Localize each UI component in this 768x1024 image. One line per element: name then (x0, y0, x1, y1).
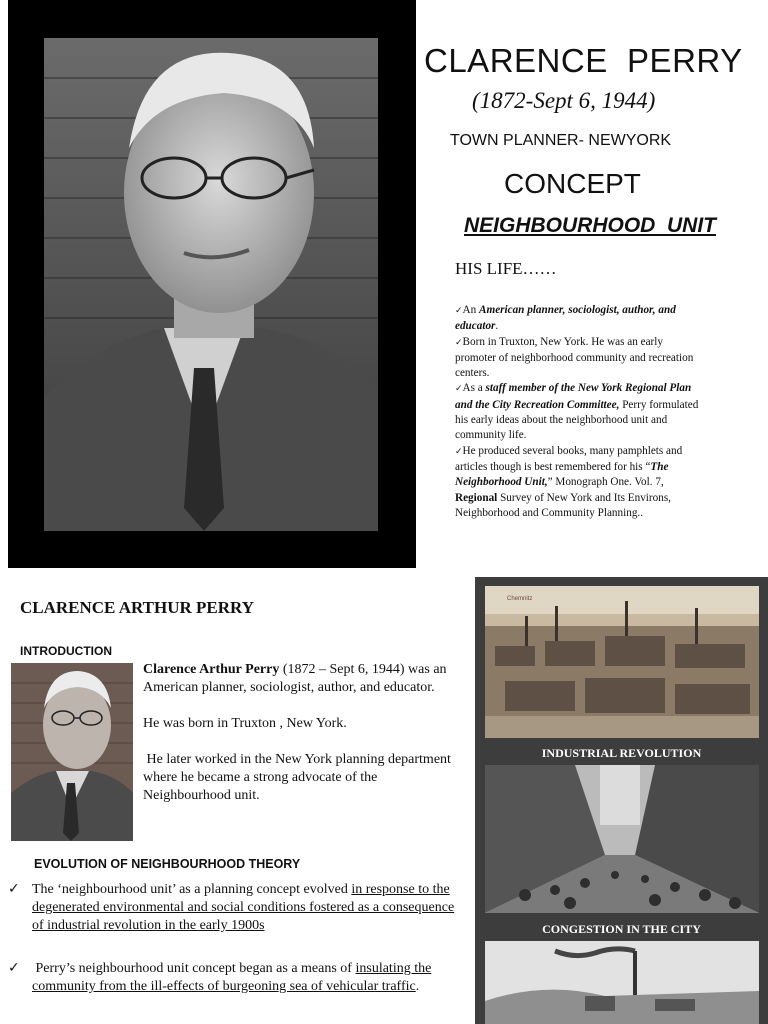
introduction-text (143, 661, 463, 823)
factory-landscape-image (485, 941, 759, 1024)
check-icon: ✓ (8, 881, 20, 897)
intro-paragraph: He later worked in the New York planning department where he became a strong advocate of the Neighbourhood unit. (143, 752, 455, 803)
life-list (455, 303, 705, 521)
portrait-illustration (44, 38, 378, 531)
intro-paragraph: Clarence Arthur Perry (1872 – Sept 6, 1944) was an American planner, sociologist, author, and educator. (143, 662, 447, 695)
check-icon: ✓ (455, 337, 463, 348)
his-life-heading: HIS LIFE…… (455, 259, 557, 278)
city-congestion-image (485, 765, 759, 913)
section-heading: CLARENCE ARTHUR PERRY (20, 598, 254, 617)
small-portrait-illustration (11, 663, 133, 841)
title-dates: (1872-Sept 6, 1944) (472, 88, 656, 113)
check-icon: ✓ (455, 306, 463, 316)
check-icon: ✓ (455, 384, 463, 395)
list-item: ✓An American planner, sociologist, author, and educator. (455, 304, 676, 333)
portrait-photo (44, 38, 378, 531)
list-item: ✓Born in Truxton, New York. He was an early promoter of neighborhood community and recreation centers. (455, 335, 694, 380)
evolution-heading: EVOLUTION OF NEIGHBOURHOOD THEORY (34, 857, 301, 871)
introduction-heading: INTRODUCTION (20, 644, 112, 658)
small-portrait-photo (11, 663, 133, 841)
title-neighbourhood-unit: NEIGHBOURHOOD UNIT (464, 214, 716, 237)
list-item: ✓He produced several books, many pamphlets and articles though is best remembered for his “The Neighborhood Unit,” Monograph One. Vol. 7, Regional Survey of New York and Its Environs, Neighborhood and Community Planning.. (455, 444, 683, 519)
evolution-bullet-1: ✓ The ‘neighbourhood unit’ as a planning concept evolved in response to the degenerated environmental and social conditions fostered as a consequence of industrial revolution in the early 1900s (8, 881, 455, 933)
intro-paragraph: He was born in Truxton , New York. (143, 716, 347, 731)
title-role: TOWN PLANNER- NEWYORK (450, 132, 672, 149)
evolution-bullet-2: ✓ Perry’s neighbourhood unit concept began as a means of insulating the community from the ill-effects of burgeoning sea of vehicular traffic. (8, 960, 432, 994)
check-icon: ✓ (455, 446, 463, 457)
title-concept: CONCEPT (504, 168, 641, 199)
caption-congestion: CONGESTION IN THE CITY (542, 922, 701, 936)
postcard-label: Chemnitz (507, 596, 533, 602)
title-name: CLARENCE PERRY (424, 42, 743, 79)
industrial-postcard-image (485, 586, 759, 738)
list-item: ✓As a staff member of the New York Regional Plan and the City Recreation Committee, Perry formulated his early ideas about the neighborhood unit and community life. (455, 382, 699, 442)
check-icon: ✓ (8, 960, 20, 976)
history-image-panel (475, 577, 768, 1024)
caption-industrial-revolution: INDUSTRIAL REVOLUTION (541, 746, 702, 760)
